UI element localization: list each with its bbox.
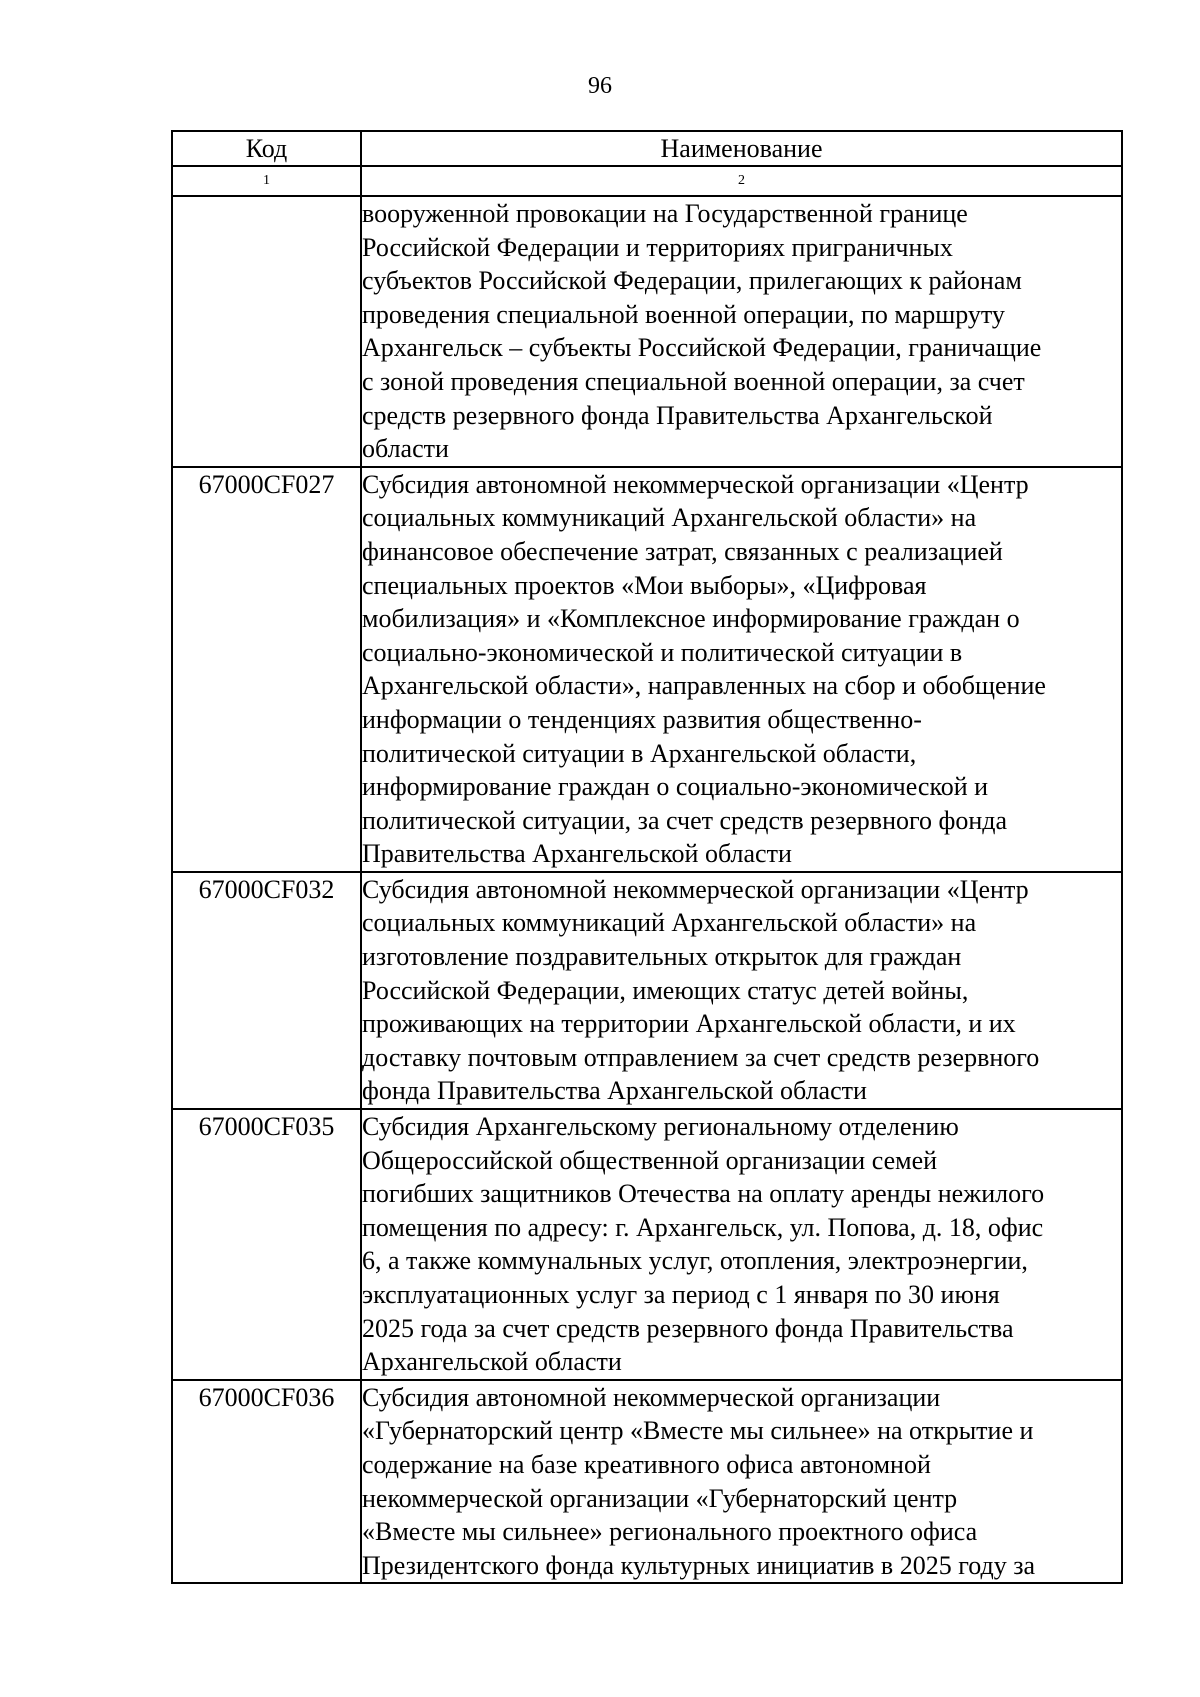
- table-row: [172, 196, 1122, 467]
- row-name-line: погибших защитников Отечества на оплату аренды нежилого: [362, 1179, 1045, 1209]
- table-row: [172, 467, 1122, 872]
- row-name-line: специальных проектов «Мои выборы», «Цифровая: [362, 570, 927, 600]
- row-name: [361, 196, 1122, 467]
- row-name-line: Общероссийской общественной организации семей: [362, 1145, 938, 1175]
- row-name-line: вооруженной провокации на Государственной границе: [362, 199, 968, 228]
- header-name: Наименование: [361, 131, 1122, 166]
- row-name-line: доставку почтовым отправлением за счет средств резервного: [362, 1042, 1040, 1072]
- row-name-line: Президентского фонда культурных инициатив в 2025 году за: [362, 1550, 1036, 1580]
- row-name-line: 2025 года за счет средств резервного фонда Правительства: [362, 1313, 1014, 1343]
- budget-codes-table: [171, 130, 1123, 1584]
- row-name-line: социальных коммуникаций Архангельской области» на: [362, 908, 977, 938]
- table-header-row: [172, 131, 1122, 166]
- row-name-line: информирование граждан о социально-экономической и: [362, 772, 989, 802]
- row-name-line: с зоной проведения специальной военной операции, за счет: [362, 366, 1025, 396]
- row-name-line: информации о тенденциях развития общественно-: [362, 704, 922, 734]
- row-name-line: проведения специальной военной операции, по маршруту: [362, 299, 1005, 329]
- header-code: Код: [172, 131, 361, 166]
- row-name-line: 6, а также коммунальных услуг, отопления, электроэнергии,: [362, 1246, 1028, 1276]
- table-row: [172, 872, 1122, 1109]
- row-name-line: некоммерческой организации «Губернаторский центр: [362, 1483, 958, 1513]
- row-code: 67000CF032: [172, 872, 361, 1109]
- row-name-line: политической ситуации в Архангельской области,: [362, 738, 917, 768]
- row-name-line: Архангельской области», направленных на сбор и обобщение: [362, 671, 1046, 701]
- row-name-line: помещения по адресу: г. Архангельск, ул. Попова, д. 18, офис: [362, 1212, 1044, 1242]
- row-name-line: «Вместе мы сильнее» регионального проектного офиса: [362, 1517, 978, 1547]
- row-name: [361, 1109, 1122, 1380]
- row-code: 67000CF035: [172, 1109, 361, 1380]
- row-name-line: «Губернаторский центр «Вместе мы сильнее» на открытие и: [362, 1416, 1034, 1446]
- row-name-line: социально-экономической и политической ситуации в: [362, 637, 963, 667]
- row-name-line: Архангельской области: [362, 1347, 622, 1377]
- row-name-line: области: [362, 434, 449, 464]
- row-name-line: социальных коммуникаций Архангельской области» на: [362, 503, 977, 533]
- column-number-code: 1: [172, 166, 361, 196]
- row-name-line: Субсидия автономной некоммерческой организации «Центр: [362, 469, 1029, 499]
- row-name-line: Архангельск – субъекты Российской Федерации, граничащие: [362, 333, 1042, 363]
- row-name-line: финансовое обеспечение затрат, связанных с реализацией: [362, 536, 1003, 566]
- row-name-line: Российской Федерации, имеющих статус детей войны,: [362, 975, 969, 1005]
- row-name-line: мобилизация» и «Комплексное информирование граждан о: [362, 604, 1020, 634]
- row-name-line: Правительства Архангельской области: [362, 839, 792, 869]
- row-name-line: Субсидия автономной некоммерческой организации «Центр: [362, 874, 1029, 904]
- row-name-line: политической ситуации, за счет средств резервного фонда: [362, 805, 1008, 835]
- row-name: [361, 1380, 1122, 1584]
- column-number-name: 2: [361, 166, 1122, 196]
- row-code: 67000CF036: [172, 1380, 361, 1584]
- row-code: [172, 196, 361, 467]
- row-name-line: эксплуатационных услуг за период с 1 января по 30 июня: [362, 1280, 1000, 1309]
- row-code: 67000CF027: [172, 467, 361, 872]
- row-name-line: субъектов Российской Федерации, прилегающих к районам: [362, 266, 1022, 296]
- row-name-line: Российской Федерации и территориях приграничных: [362, 232, 953, 262]
- row-name-line: фонда Правительства Архангельской области: [362, 1076, 867, 1106]
- table-row: [172, 1380, 1122, 1584]
- table-row: [172, 1109, 1122, 1380]
- row-name: [361, 872, 1122, 1109]
- row-name-line: средств резервного фонда Правительства Архангельской: [362, 400, 993, 430]
- page-number: 96: [588, 73, 612, 99]
- column-number-row: [172, 166, 1122, 196]
- row-name: [361, 467, 1122, 872]
- row-name-line: содержание на базе креативного офиса автономной: [362, 1449, 931, 1479]
- row-name-line: Субсидия Архангельскому региональному отделению: [362, 1112, 959, 1142]
- row-name-line: Субсидия автономной некоммерческой организации: [362, 1382, 941, 1412]
- row-name-line: изготовление поздравительных открыток для граждан: [362, 942, 962, 972]
- row-name-line: проживающих на территории Архангельской области, и их: [362, 1009, 1016, 1039]
